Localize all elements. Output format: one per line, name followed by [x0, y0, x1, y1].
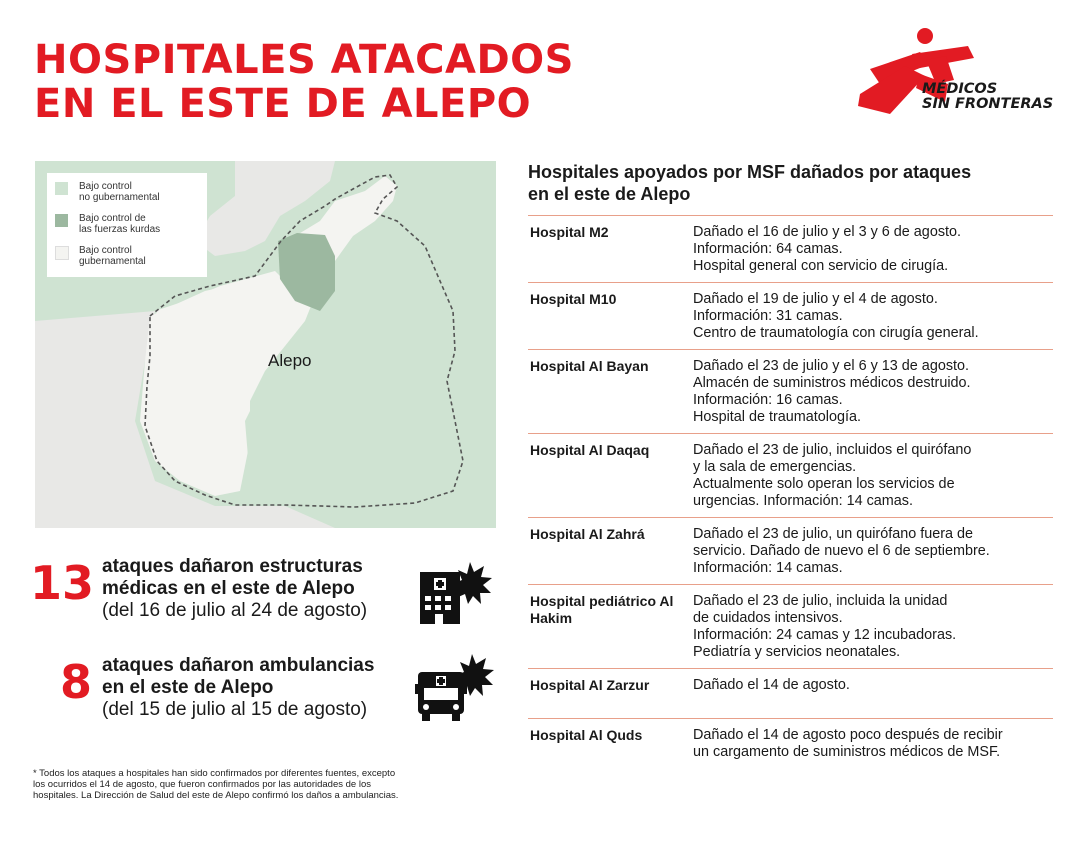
description-line: Dañado el 23 de julio, incluidos el quirófano — [693, 442, 972, 458]
description-line: Dañado el 23 de julio, un quirófano fuera de — [693, 526, 974, 542]
title-line-1: HOSPITALES ATACADOS — [34, 37, 574, 83]
table-row — [528, 668, 1053, 718]
footnote-line-2: los ocurridos el 14 de agosto, que fueron confirmados por las autoridades de los — [33, 779, 371, 790]
description-line: Hospital de traumatología. — [693, 409, 861, 425]
stat-text-line-1: ataques dañaron estructuras — [102, 556, 363, 577]
hospital-description — [693, 526, 1053, 577]
legend-label-opposition-line-1: Bajo control — [79, 181, 132, 192]
hospital-description — [693, 677, 1053, 711]
stat-number: 13 — [30, 556, 95, 610]
table-title-line-1: Hospitales apoyados por MSF dañados por ataques — [528, 162, 972, 182]
hospital-name: Hospital Al Zarzur — [530, 677, 650, 693]
stat-text — [102, 556, 367, 622]
hospital-description — [693, 358, 1053, 426]
legend-label-kurdish — [79, 213, 209, 235]
hospital-name: Hospital pediátrico Al Hakim — [530, 593, 674, 626]
map-city-label: Alepo — [268, 351, 312, 370]
stat-text-line-2: en el este de Alepo — [102, 677, 274, 698]
legend-swatch-opposition — [55, 182, 68, 195]
msf-logo-text — [922, 82, 1053, 112]
hospital-name: Hospital Al Daqaq — [530, 442, 650, 458]
stat-hospital-attacks — [30, 556, 450, 626]
description-line: Dañado el 23 de julio, incluida la unidad — [693, 593, 948, 609]
description-line: Centro de traumatología con cirugía general. — [693, 325, 979, 341]
aleppo-map — [35, 161, 496, 528]
description-line: servicio. Dañado de nuevo el 6 de septiembre. — [693, 543, 990, 559]
legend-label-government-line-1: Bajo control — [79, 245, 132, 256]
table-row — [528, 718, 1053, 768]
legend-label-opposition-line-2: no gubernamental — [79, 192, 160, 203]
legend-label-government — [79, 245, 209, 267]
description-line: Dañado el 23 de julio y el 6 y 13 de agosto. — [693, 358, 970, 374]
description-line: Información: 31 camas. — [693, 308, 843, 324]
description-line: Información: 14 camas. — [693, 560, 843, 576]
page-title — [34, 38, 574, 126]
legend-label-opposition — [79, 181, 209, 203]
description-line: Dañado el 19 de julio y el 4 de agosto. — [693, 291, 938, 307]
stat-number: 8 — [60, 655, 93, 709]
table-row — [528, 584, 1053, 668]
description-line: Dañado el 14 de agosto. — [693, 677, 850, 693]
description-line: Dañado el 16 de julio y el 3 y 6 de agosto. — [693, 224, 962, 240]
hospital-description — [693, 593, 1053, 661]
stat-note: (del 15 de julio al 15 de agosto) — [102, 699, 368, 720]
hospital-explosion-icon — [418, 558, 496, 626]
description-line: de cuidados intensivos. — [693, 610, 843, 626]
stat-text-line-1: ataques dañaron ambulancias — [102, 655, 375, 676]
hospital-name: Hospital Al Bayan — [530, 358, 649, 374]
table-row — [528, 517, 1053, 584]
footnote-line-3: hospitales. La Dirección de Salud del este de Alepo confirmó los daños a ambulancias. — [33, 790, 399, 801]
description-line: urgencias. Información: 14 camas. — [693, 493, 913, 509]
stat-note: (del 16 de julio al 24 de agosto) — [102, 600, 368, 621]
legend-label-kurdish-line-2: las fuerzas kurdas — [79, 224, 161, 235]
hospitals-table — [528, 215, 1053, 768]
title-line-2: EN EL ESTE DE ALEPO — [34, 81, 532, 127]
legend-swatch-government — [55, 246, 69, 260]
stat-ambulance-attacks — [30, 655, 450, 725]
table-row — [528, 349, 1053, 433]
legend-label-government-line-2: gubernamental — [79, 256, 146, 267]
table-title-line-2: en el este de Alepo — [528, 184, 691, 204]
description-line: Información: 64 camas. — [693, 241, 843, 257]
table-row — [528, 433, 1053, 517]
map-legend — [47, 173, 207, 277]
hospital-name: Hospital M10 — [530, 291, 617, 307]
stat-text-line-2: médicas en el este de Alepo — [102, 578, 355, 599]
description-line: Dañado el 14 de agosto poco después de recibir — [693, 727, 1003, 743]
table-title — [528, 161, 1048, 205]
hospital-description — [693, 224, 1053, 275]
table-row — [528, 215, 1053, 282]
hospital-description — [693, 291, 1053, 342]
logo-line-2: SIN FRONTERAS — [922, 96, 1054, 112]
description-line: Información: 16 camas. — [693, 392, 843, 408]
description-line: Actualmente solo operan los servicios de — [693, 476, 955, 492]
description-line: Información: 24 camas y 12 incubadoras. — [693, 627, 957, 643]
legend-swatch-kurdish — [55, 214, 68, 227]
description-line: Hospital general con servicio de cirugía. — [693, 258, 949, 274]
table-row — [528, 282, 1053, 349]
hospital-description — [693, 727, 1053, 761]
footnote-line-1: * Todos los ataques a hospitales han sido confirmados por diferentes fuentes, excepto — [33, 768, 396, 779]
logo-line-1: MÉDICOS — [922, 81, 998, 97]
ambulance-explosion-icon — [414, 652, 496, 722]
legend-label-kurdish-line-1: Bajo control de — [79, 213, 146, 224]
hospital-name: Hospital Al Zahrá — [530, 526, 645, 542]
hospital-description — [693, 442, 1053, 510]
hospital-name: Hospital Al Quds — [530, 727, 643, 743]
description-line: Pediatría y servicios neonatales. — [693, 644, 901, 660]
description-line: un cargamento de suministros médicos de MSF. — [693, 744, 1001, 760]
description-line: y la sala de emergencias. — [693, 459, 857, 475]
description-line: Almacén de suministros médicos destruido. — [693, 375, 971, 391]
footnote — [33, 768, 503, 801]
stat-text — [102, 655, 374, 721]
hospital-name: Hospital M2 — [530, 224, 609, 240]
